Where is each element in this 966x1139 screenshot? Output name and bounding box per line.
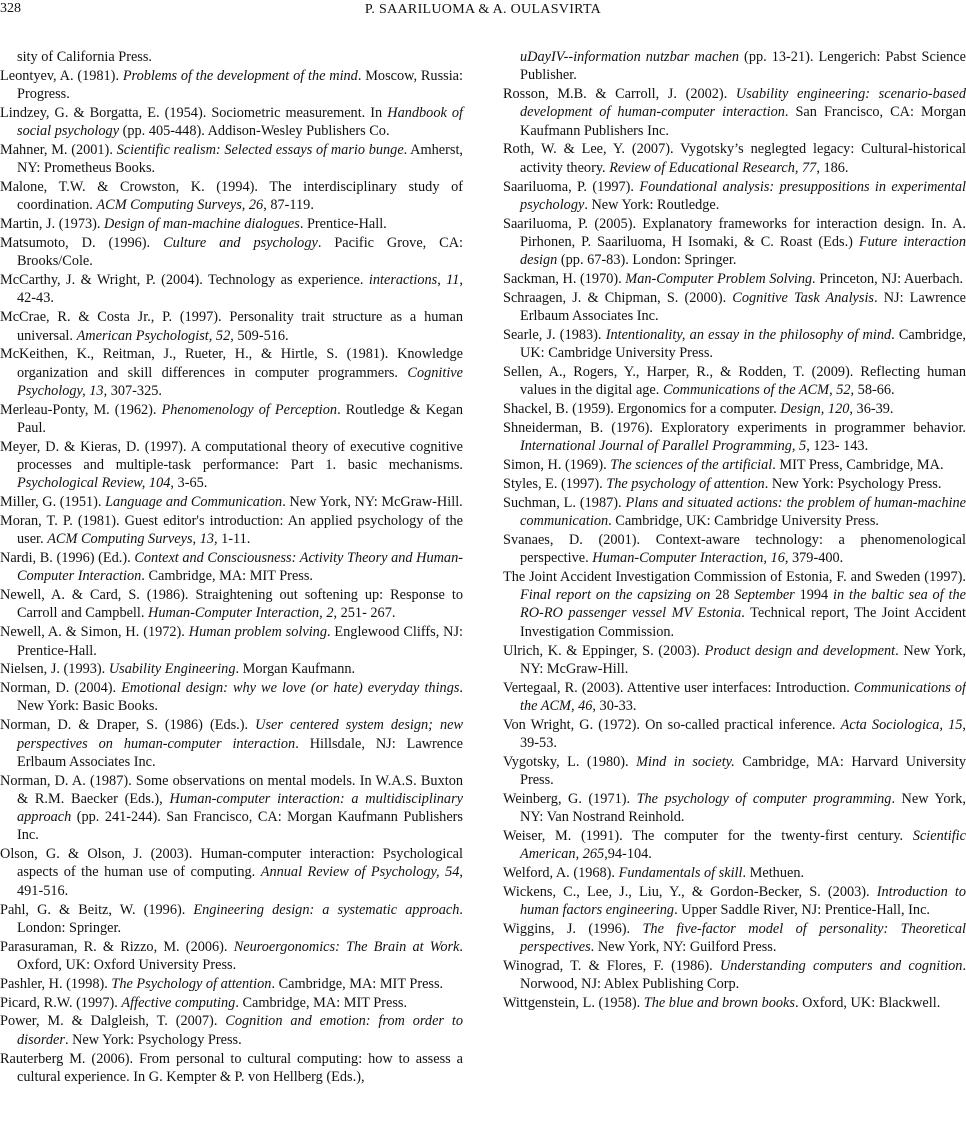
reference-entry [503, 456, 966, 474]
reference-italic-text: The psychology of computer programming [636, 790, 892, 807]
reference-text: , 379-400. [784, 550, 844, 567]
reference-italic-text: Design of man-machine dialogues [104, 216, 300, 233]
reference-text: . Upper Saddle River, NJ: Prentice-Hall, Inc. [674, 902, 930, 919]
reference-italic-text: Neuroergonomics: The Brain at Work [233, 938, 460, 955]
reference-italic-text: Human-computer interaction: a multidisciplinary approach [17, 790, 463, 826]
reference-text: , 36-39. [849, 401, 894, 418]
reference-entry [0, 586, 463, 623]
reference-entry [0, 845, 463, 900]
reference-italic-text: Final report on the capsizing on [520, 587, 711, 604]
reference-entry [503, 790, 966, 827]
reference-italic-text: Man-Computer Problem Solving. [625, 270, 816, 287]
reference-entry [0, 308, 463, 345]
reference-text: Schraagen, J. & Chipman, S. (2000). [503, 289, 733, 306]
reference-continuation [0, 48, 463, 66]
reference-text: . New York: Routledge. [584, 196, 720, 213]
reference-italic-text: Introduction to human factors engineering [520, 883, 966, 919]
reference-text: Svanaes, D. (2001). Context-aware technology: a phenomenological perspective. [503, 531, 966, 567]
reference-text: Rosson, M.B. & Carroll, J. (2002). [503, 86, 736, 103]
reference-entry [503, 289, 966, 326]
reference-entry [503, 920, 966, 957]
reference-italic-text: Human-Computer Interaction, 2 [148, 605, 334, 622]
reference-entry [503, 400, 966, 418]
reference-text: Mahner, M. (2001). [0, 142, 117, 159]
reference-text: Malone, T.W. & Crowston, K. (1994). The interdisciplinary study of coordination. [0, 179, 463, 214]
reference-entry [503, 85, 966, 140]
reference-text: McCrae, R. & Costa Jr., P. (1997). Personality trait structure as a human universal. [0, 309, 463, 344]
reference-text: , [192, 531, 200, 548]
reference-text: Vertegaal, R. (2003). Attentive user interfaces: Introduction. [503, 679, 854, 696]
reference-entry [503, 270, 966, 288]
reference-text: , 30-33. [592, 697, 637, 714]
reference-text: . Cambridge, MA: MIT Press. [141, 568, 313, 585]
reference-text: Shneiderman, B. (1976). Exploratory experiments in programmer behavior. [503, 419, 966, 436]
reference-italic-text: ACM Computing Surveys [47, 531, 193, 548]
reference-text: , 307-325. [103, 382, 162, 399]
reference-text: McKeithen, K., Reitman, J., Rueter, H., & Hirtle, S. (1981). Knowledge organization and skill differences in computer programmers. [0, 346, 463, 381]
reference-italic-text: The Psychology of attention [111, 975, 272, 992]
reference-text: Roth, W. & Lee, Y. (2007). Vygotsky’s neglegted legacy: Cultural-historical activity theory. [503, 141, 966, 176]
reference-text: . New York: Basic Books. [17, 680, 463, 715]
reference-italic-text: Affective computing [121, 994, 236, 1011]
reference-text: . Morgan Kaufmann. [235, 661, 356, 678]
reference-text: . MIT Press, Cambridge, MA. [772, 457, 944, 474]
reference-text: Picard, R.W. (1997). [0, 994, 122, 1011]
reference-italic-text: in the baltic sea of the RO-RO passenger vessel MV Estonia [520, 587, 966, 622]
reference-entry [0, 549, 463, 586]
reference-italic-text: interactions, 11 [368, 272, 460, 289]
reference-text: . Englewood Cliffs, NJ: Prentice-Hall. [17, 624, 463, 659]
reference-text: Meyer, D. & Kieras, D. (1997). A computational theory of executive cognitive processes and multiple-task performance: Part 1. basic mechanisms. [0, 438, 463, 474]
reference-text: McCarthy, J. & Wright, P. (2004). Technology as experience. [0, 272, 369, 289]
reference-entry [503, 753, 966, 790]
reference-italic-text: Human problem solving [188, 624, 327, 641]
reference-entry [0, 901, 463, 938]
reference-text: Wickens, C., Lee, J., Liu, Y., & Gordon-Becker, S. (2003). [503, 883, 877, 900]
reference-italic-text: Usability engineering: scenario-based development of human-computer interaction [520, 86, 966, 121]
reference-text: Nielsen, J. (1993). [0, 661, 109, 678]
reference-text: . Cambridge, UK: Cambridge University Press. [608, 512, 879, 529]
reference-entry [503, 568, 966, 641]
reference-text: . Oxford, UK: Oxford University Press. [17, 938, 463, 973]
reference-italic-text: Context and Consciousness: Activity Theory and Human-Computer Interaction [17, 550, 463, 585]
reference-text: . Amherst, NY: Prometheus Books. [17, 142, 463, 177]
reference-italic-text: Mind in society. [636, 753, 735, 770]
reference-entry [503, 883, 966, 920]
reference-text: . London: Springer. [17, 901, 463, 936]
reference-italic-text: Cognitive Task Analysis [732, 289, 874, 306]
reference-text: Power, M. & Dalgleish, T. (2007). [0, 1013, 226, 1030]
reference-text: , 123- 143. [806, 438, 869, 455]
reference-text: Weiser, M. (1991). The computer for the twenty-first century. [503, 827, 913, 844]
reference-entry [0, 271, 463, 308]
reference-italic-text: Design, 120 [780, 401, 850, 418]
reference-text: Pahl, G. & Beitz, W. (1996). [0, 901, 194, 918]
reference-entry [503, 178, 966, 215]
reference-text: , 509-516. [230, 327, 289, 344]
reference-italic-text: Cognition and emotion: from order to disorder [17, 1013, 463, 1048]
reference-text: Miller, G. (1951). [0, 494, 106, 511]
reference-entry [503, 994, 966, 1012]
reference-text: . Cambridge, UK: Cambridge University Press. [520, 326, 966, 362]
reference-text: . New York, NY: Guilford Press. [590, 939, 777, 956]
reference-text: (pp. 241-244). San Francisco, CA: Morgan Kaufmann Publishers Inc. [17, 809, 463, 844]
reference-text: Cambridge, MA: Harvard University Press. [520, 753, 966, 789]
reference-italic-text: The sciences of the artificial [610, 457, 773, 474]
reference-text: , 251- 267. [333, 605, 396, 622]
reference-text: Suchman, L. (1987). [503, 494, 626, 511]
reference-text: Merleau-Ponty, M. (1962). [0, 401, 162, 418]
reference-text: . San Francisco, CA: Morgan Kaufmann Publishers Inc. [520, 104, 966, 139]
reference-text: The Joint Accident Investigation Commission of Estonia, F. and Sweden (1997). [503, 568, 966, 585]
reference-italic-text: Phenomenology of Perception [161, 401, 338, 418]
reference-entry [0, 178, 463, 215]
reference-italic-text: Understanding computers and cognition [719, 958, 963, 975]
reference-italic-text: Review of Educational Research, 77 [609, 159, 817, 176]
reference-text: . Methuen. [742, 865, 805, 882]
reference-text: . Routledge & Kegan Paul. [17, 401, 464, 436]
reference-text: ,94-104. [604, 846, 652, 863]
reference-entry [0, 67, 463, 104]
reference-text: Sellen, A., Rogers, Y., Harper, R., & Rodden, T. (2009). Reflecting human values in the digital age. [503, 364, 966, 399]
reference-text: . Technical report, The Joint Accident Investigation Commission. [520, 605, 966, 640]
running-head-authors: P. SAARILUOMA & A. OULASVIRTA [364, 2, 602, 17]
reference-text: . Prentice-Hall. [299, 216, 387, 233]
reference-entry [503, 531, 966, 568]
reference-italic-text: International Journal of Parallel Programming, 5 [520, 438, 807, 455]
reference-italic-text: September [734, 587, 795, 604]
reference-text: (pp. 13-21). Lengerich: Pabst Science Publisher. [520, 49, 966, 84]
reference-italic-text: Usability Engineering [108, 661, 236, 678]
reference-italic-text: Engineering design: a systematic approach [193, 901, 460, 918]
reference-italic-text: Product design and development [704, 642, 896, 659]
reference-entry [0, 938, 463, 975]
reference-text: Vygotsky, L. (1980). [503, 753, 637, 770]
reference-italic-text: Scientific realism: Selected essays of mario bunge [116, 142, 404, 159]
reference-text: Searle, J. (1983). [503, 326, 606, 343]
reference-italic-text: Psychological Review, 104 [17, 475, 171, 492]
reference-entry [0, 772, 463, 845]
reference-italic-text: User centered system design; new perspectives on human-computer interaction [17, 717, 463, 752]
reference-entry [503, 957, 966, 994]
reference-text: . Pacific Grove, CA: Brooks/Cole. [17, 235, 463, 270]
reference-italic-text: Handbook of social psychology [17, 104, 463, 140]
reference-italic-text: Plans and situated actions: the problem of human-machine communication [520, 494, 966, 529]
reference-text: Martin, J. (1973). [0, 216, 105, 233]
reference-entry [0, 215, 463, 233]
page-number: 328 [0, 1, 21, 16]
reference-text: , 39-53. [520, 716, 966, 751]
reference-text: . Hillsdale, NJ: Lawrence Erlbaum Associates Inc. [17, 735, 463, 770]
reference-entry [503, 864, 966, 882]
reference-entry [0, 512, 463, 549]
reference-entry [503, 494, 966, 531]
reference-entry [0, 493, 463, 511]
reference-text: Winograd, T. & Flores, F. (1986). [503, 958, 720, 975]
reference-text: Norman, D. (2004). [0, 680, 122, 697]
reference-entry [0, 345, 463, 400]
reference-entry [503, 475, 966, 493]
reference-text: Newell, A. & Card, S. (1986). Straightening out softening up: Response to Carroll and Campbell. [0, 587, 463, 622]
reference-column-left [0, 48, 463, 1087]
reference-text: Sackman, H. (1970). [503, 270, 626, 287]
reference-entry [503, 827, 966, 864]
reference-italic-text: The five-factor model of personality: Theoretical perspectives [520, 921, 966, 956]
reference-entry [0, 141, 463, 178]
reference-italic-text: Fundamentals of skill [618, 865, 743, 882]
reference-text: , 42-43. [17, 272, 463, 307]
reference-text: . Cambridge, MA: MIT Press. [271, 975, 444, 992]
reference-entry [503, 716, 966, 753]
reference-entry [0, 994, 463, 1012]
reference-text: Matsumoto, D. (1996). [0, 235, 164, 252]
reference-text: Saariluoma, P. (2005). Explanatory frameworks for interaction design. In. A. Pirhonen, P. Saariluoma, H Isomaki, & C. Roast (Eds.) [503, 215, 966, 250]
reference-text: , 491-516. [17, 864, 463, 899]
reference-italic-text: Language and Communication [105, 494, 283, 511]
reference-text: Norman, D. & Draper, S. (1986) (Eds.). [0, 717, 256, 734]
reference-italic-text: Cognitive Psychology, 13 [17, 364, 463, 399]
reference-italic-text: Annual Review of Psychology, 54 [260, 864, 460, 881]
reference-italic-text: Emotional design: why we love (or hate) everyday things [121, 680, 460, 697]
reference-text: Lindzey, G. & Borgatta, E. (1954). Sociometric measurement. In [0, 104, 388, 121]
reference-text: Saariluoma, P. (1997). [503, 178, 640, 195]
reference-italic-text: Foundational analysis: presuppositions in experimental psychology [520, 178, 966, 213]
reference-text: . Norwood, NJ: Ablex Publishing Corp. [520, 958, 966, 993]
reference-text: Princeton, NJ: Auerbach. [815, 270, 964, 287]
reference-italic-text: Culture and psychology [163, 235, 318, 252]
reference-text: Rauterberg M. (2006). From personal to cultural computing: how to assess a cultural experience. In G. Kempter & P. von Hellberg (Eds.), [0, 1050, 463, 1085]
reference-entry [0, 975, 463, 993]
reference-text: . Cambridge, MA: MIT Press. [235, 994, 408, 1011]
reference-text: . New York, NY: McGraw-Hill. [282, 494, 463, 511]
reference-text: Nardi, B. (1996) (Ed.). [0, 550, 135, 567]
reference-italic-text: Intentionality, an essay in the philosophy of mind [605, 326, 892, 343]
reference-text: Welford, A. (1968). [503, 865, 619, 882]
reference-text: Leontyev, A. (1981). [0, 67, 123, 84]
reference-text: Ulrich, K. & Eppinger, S. (2003). [503, 642, 705, 659]
reference-entry [0, 716, 463, 771]
reference-italic-text: Acta Sociologica, 15 [840, 716, 963, 733]
reference-entry [0, 1050, 463, 1087]
reference-italic-text: Human-Computer Interaction, 16 [592, 550, 785, 567]
reference-text: Weinberg, G. (1971). [503, 790, 637, 807]
reference-text: . New York, NY: Van Nostrand Reinhold. [520, 790, 966, 826]
reference-text: Norman, D. A. (1987). Some observations on mental models. In W.A.S. Buxton & R.M. Baecker (Eds.), [0, 772, 463, 807]
reference-entry [503, 419, 966, 456]
reference-text: sity of California Press. [17, 49, 153, 65]
reference-entry [503, 215, 966, 270]
reference-entry [503, 642, 966, 679]
reference-italic-text: The blue and brown books [643, 995, 795, 1012]
reference-entry [0, 660, 463, 678]
reference-text: Wittgenstein, L. (1958). [503, 995, 644, 1012]
reference-text: Shackel, B. (1959). Ergonomics for a computer. [503, 401, 781, 418]
reference-italic-text: Communications of the ACM, 52 [662, 382, 851, 399]
reference-text: . Moscow, Russia: Progress. [17, 67, 463, 103]
reference-text: . New York: Psychology Press. [64, 1031, 242, 1048]
reference-entry [503, 326, 966, 363]
reference-entry [0, 234, 463, 271]
reference-text: . New York, NY: McGraw-Hill. [520, 642, 966, 677]
reference-italic-text: ACM Computing Surveys, 26 [96, 197, 264, 214]
reference-entry [503, 140, 966, 177]
reference-text: Simon, H. (1969). [503, 457, 611, 474]
reference-text: 1994 [794, 587, 834, 604]
reference-italic-text: uDayIV--information nutzbar machen [520, 49, 739, 65]
reference-text: (pp. 405-448). Addison-Wesley Publishers Co. [119, 123, 390, 140]
reference-entry [0, 1012, 463, 1049]
reference-entry [0, 438, 463, 493]
reference-entry [0, 401, 463, 438]
reference-italic-text: Scientific American, 265 [520, 827, 966, 863]
reference-text: Pashler, H. (1998). [0, 975, 112, 992]
reference-column-right [503, 48, 966, 1013]
reference-text: Olson, G. & Olson, J. (2003). Human-computer interaction: Psychological aspects of the human use of computing. [0, 846, 463, 881]
reference-italic-text: The psychology of attention [606, 475, 765, 492]
reference-text: Wiggins, J. (1996). [503, 921, 643, 937]
reference-entry [0, 679, 463, 716]
reference-text: , 87-119. [263, 197, 314, 214]
reference-italic-text: Problems of the development of the mind [122, 67, 358, 84]
reference-entry [0, 104, 463, 141]
reference-text: . New York: Psychology Press. [764, 475, 942, 492]
reference-continuation [503, 48, 966, 85]
reference-text: , 58-66. [850, 382, 895, 399]
reference-entry [503, 363, 966, 400]
reference-text: , 3-65. [170, 475, 208, 492]
reference-text: , 1-11. [213, 531, 251, 548]
reference-text: Von Wright, G. (1972). On so-called practical inference. [503, 716, 841, 733]
reference-entry [503, 679, 966, 716]
reference-entry [0, 623, 463, 660]
reference-text: Parasuraman, R. & Rizzo, M. (2006). [0, 938, 234, 955]
reference-text: Moran, T. P. (1981). Guest editor's introduction: An applied psychology of the user. [0, 512, 463, 548]
reference-italic-text: Future interaction design [520, 233, 966, 269]
reference-text: , 186. [816, 159, 849, 176]
reference-text: Styles, E. (1997). [503, 475, 607, 492]
reference-text: (pp. 67-83). London: Springer. [557, 252, 737, 269]
reference-italic-text: 13 [199, 531, 214, 548]
reference-italic-text: American Psychologist, 52 [76, 327, 231, 344]
reference-text: . Oxford, UK: Blackwell. [794, 995, 941, 1012]
reference-text: . NJ: Lawrence Erlbaum Associates Inc. [520, 289, 966, 325]
reference-text: 28 [710, 587, 735, 604]
reference-text: Newell, A. & Simon, H. (1972). [0, 624, 189, 641]
reference-italic-text: Communications of the ACM, 46 [520, 679, 966, 714]
running-header [0, 0, 966, 24]
